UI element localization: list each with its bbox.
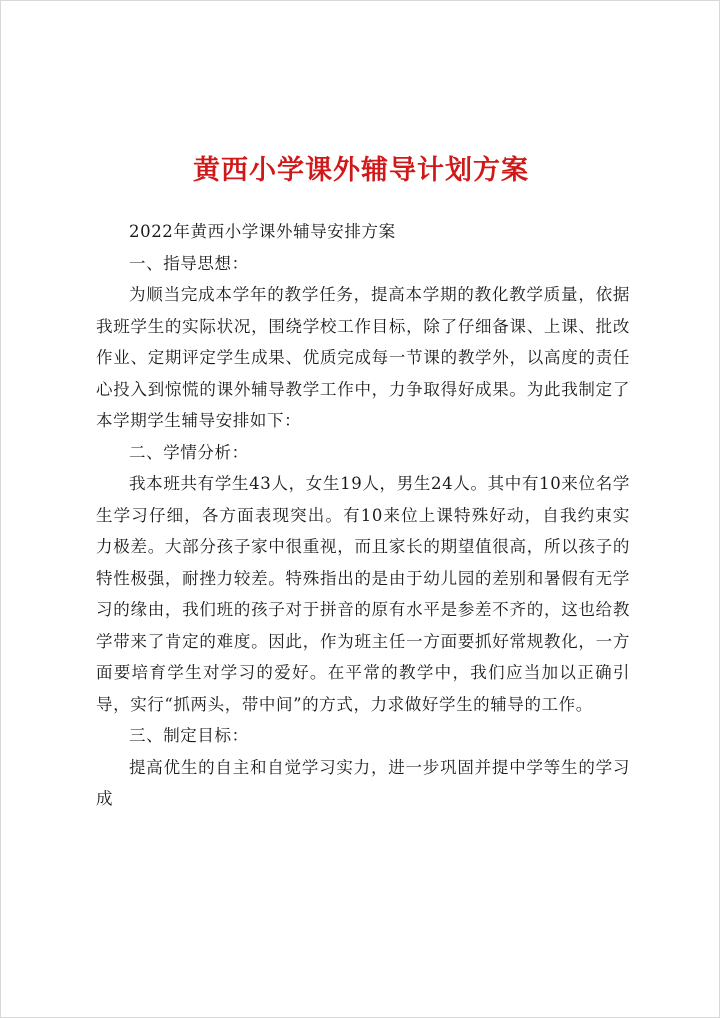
section-heading-situation-analysis: 二、学情分析： (129, 442, 249, 462)
paragraph-guiding-idea: 为顺当完成本学年的教学任务，提高本学期的教化教学质量，依据我班学生的实际状况，围绕学校工作目标，除了仔细备课、上课、批改作业、定期评定学生成果、优质完成每一节课的教学外，以高度的责任心投入到惊慌的课外辅导教学工作中，力争取得好成果。为此我制定了本学期学生辅导安排如下： (96, 285, 630, 430)
section-heading-goals: 三、制定目标： (129, 726, 249, 745)
paragraph-situation-analysis: 我本班共有学生43人，女生19人，男生24人。其中有10来位名学生学习仔细，各方面表现突出。有10来位上课特殊好动，自我约束实力极差。大部分孩子家中很重视，而且家长的期望值很高，所以孩子的特性极强，耐挫力较差。特殊指出的是由于幼儿园的差别和暑假有无学习的缘由，我们班的孩子对于拼音的原有水平是参差不齐的，这也给教学带来了肯定的难度。因此，作为班主任一方面要抓好常规教化，一方面要培育学生对学习的爱好。在平常的教学中，我们应当加以正确引导，实行“抓两头，带中间”的方式，力求做好学生的辅导的工作。 (96, 474, 630, 714)
paragraph-goals: 提高优生的自主和自觉学习实力，进一步巩固并提中学等生的学习成 (96, 757, 630, 808)
plan-subtitle: 2022年黄西小学课外辅导安排方案 (129, 222, 396, 241)
document-title: 黄西小学课外辅导计划方案 (193, 155, 529, 186)
document-body (96, 216, 630, 815)
section-heading-guiding-idea: 一、指导思想： (129, 253, 249, 273)
